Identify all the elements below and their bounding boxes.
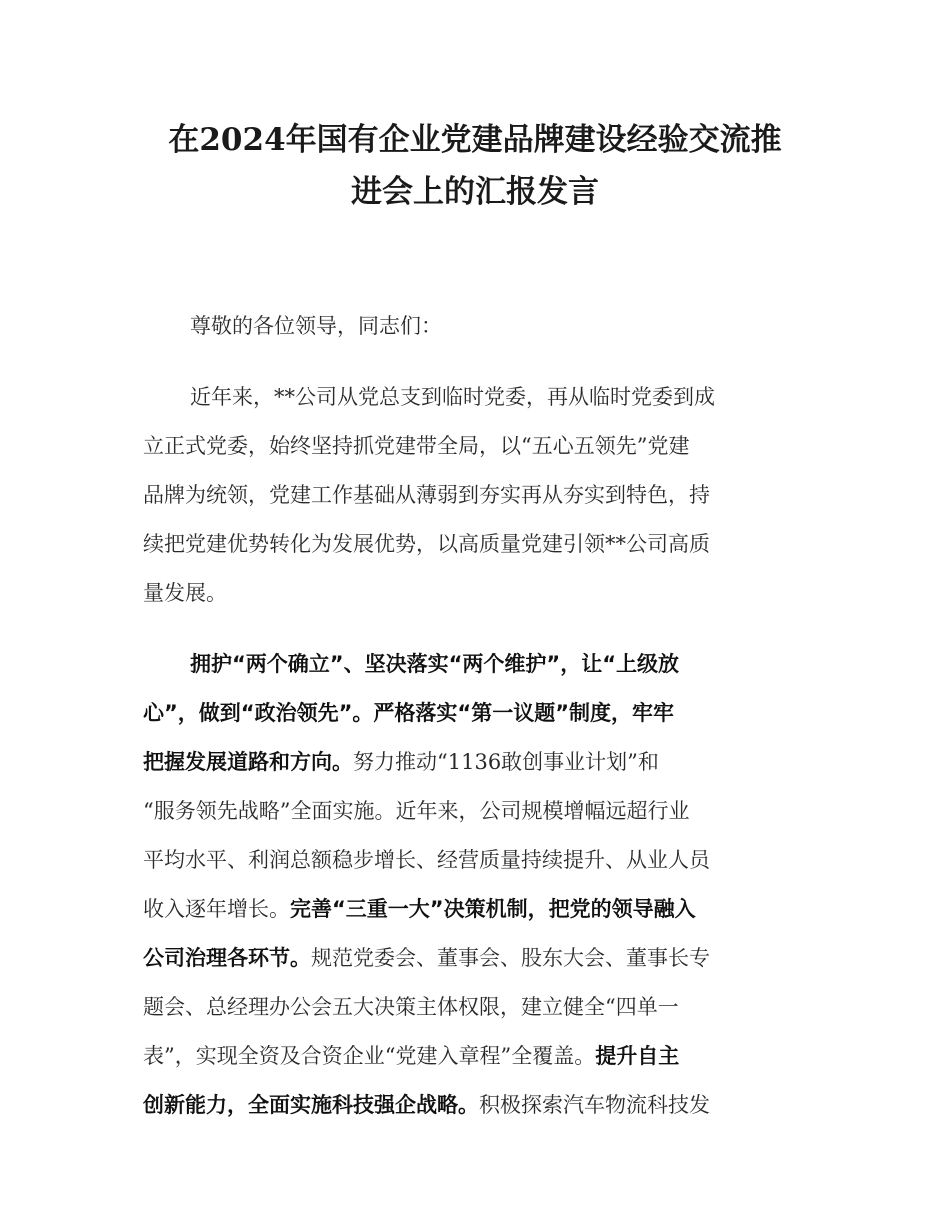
salutation: 尊敬的各位领导，同志们： — [190, 314, 442, 338]
bold-heading: 完善“三重一大”决策机制，把党的领导融入 — [290, 897, 696, 921]
paragraph-gap — [143, 618, 811, 640]
paragraph-line: “服务领先战略”全面实施。近年来，公司规模增幅远超行业 — [143, 799, 690, 823]
paragraph-line: 平均水平、利润总额稳步增长、经营质量持续提升、从业人员 — [143, 848, 710, 872]
paragraph-line: 题会、总经理办公会五大决策主体权限，建立健全“四单一 — [143, 995, 679, 1019]
paragraph-line — [143, 1032, 811, 1081]
bold-heading: 拥护“两个确立”、坚决落实“两个维护”，让“上级放 — [190, 652, 680, 676]
paragraph-2 — [143, 640, 811, 1130]
body-text: 收入逐年增长。 — [143, 897, 290, 921]
bold-heading: 心”，做到“政治领先”。严格落实“第一议题”制度，牢牢 — [143, 701, 675, 725]
body-text: 表”，实现全资及合资企业“党建入章程”全覆盖。 — [143, 1044, 596, 1068]
body-text: 努力推动“1136敢创事业计划”和 — [353, 750, 659, 774]
bold-heading: 公司治理各环节。 — [143, 946, 311, 970]
paragraph-gap — [143, 351, 811, 373]
paragraph-line — [143, 885, 811, 934]
paragraph-1 — [143, 373, 811, 618]
bold-heading: 提升自主 — [595, 1044, 680, 1068]
body-text: 积极探索汽车物流科技发 — [479, 1093, 710, 1117]
title-line-2: 进会上的汇报发言 — [351, 174, 599, 210]
paragraph-line: 品牌为统领，党建工作基础从薄弱到夯实再从夯实到特色，持 — [143, 483, 710, 507]
paragraph-line: 续把党建优势转化为发展优势，以高质量党建引领**公司高质 — [143, 532, 710, 556]
paragraph-line: 量发展。 — [143, 581, 227, 605]
paragraph-line — [143, 689, 811, 738]
document-body — [143, 302, 811, 1130]
paragraph-line — [143, 738, 811, 787]
paragraph-line: 近年来，**公司从党总支到临时党委，再从临时党委到成 — [190, 385, 715, 409]
bold-heading: 把握发展道路和方向。 — [143, 750, 353, 774]
paragraph-line — [143, 640, 811, 689]
paragraph-line — [143, 1081, 811, 1130]
paragraph-line: 立正式党委，始终坚持抓党建带全局，以“五心五领先”党建 — [143, 434, 690, 458]
document-title — [120, 114, 830, 218]
bold-heading: 创新能力，全面实施科技强企战略。 — [143, 1093, 479, 1117]
paragraph-line — [143, 934, 811, 983]
title-line-1: 在2024年国有企业党建品牌建设经验交流推 — [168, 122, 782, 158]
body-text: 规范党委会、董事会、股东大会、董事长专 — [311, 946, 710, 970]
